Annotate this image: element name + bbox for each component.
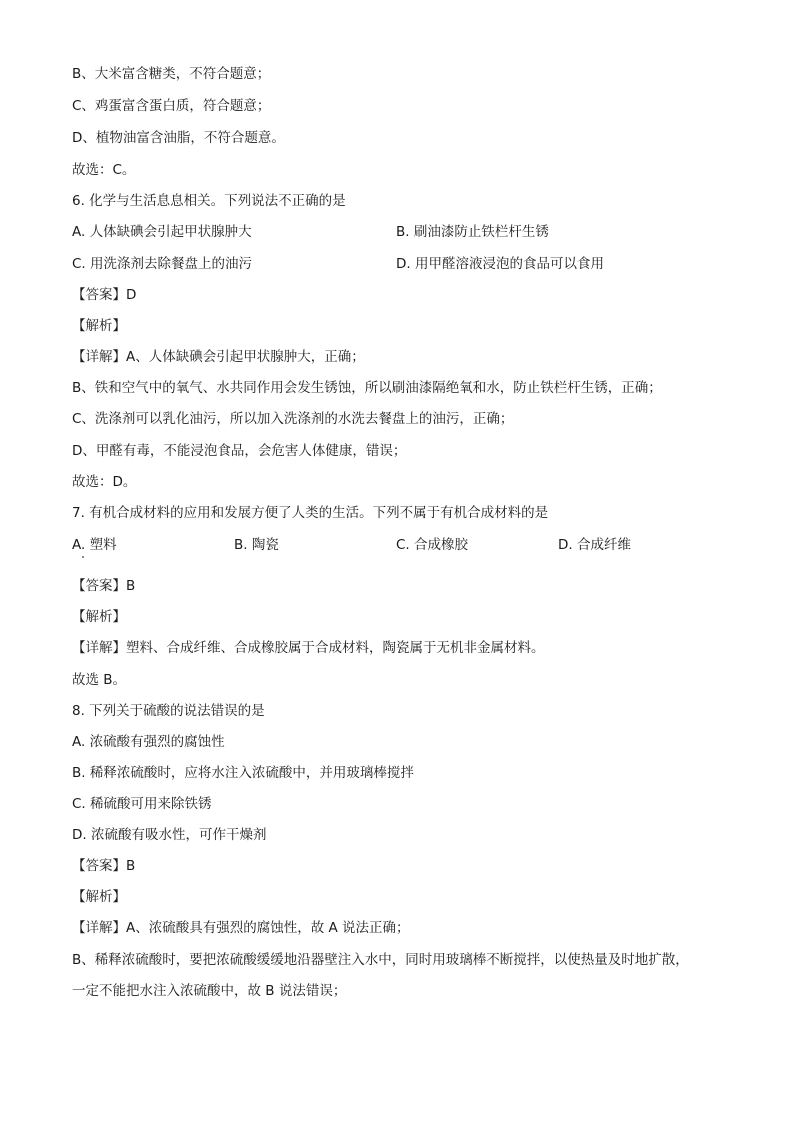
q7-answer: 【答案】B [72, 578, 136, 594]
q6-option-c: C. 用洗涤剂去除餐盘上的油污 [72, 256, 253, 272]
q6-option-a: A. 人体缺碘会引起甲状腺肿大 [72, 224, 252, 240]
q8-answer: 【答案】B [72, 858, 136, 874]
q8-detail-line: 一定不能把水注入浓硫酸中，故 B 说法错误； [72, 983, 347, 999]
q6-stem: 6. 化学与生活息息相关。下列说法不正确的是 [72, 193, 346, 209]
q8-option-c: C. 稀硫酸可用来除铁锈 [72, 796, 212, 812]
q8-stem: 8. 下列关于硫酸的说法错误的是 [72, 703, 265, 719]
prev-option-d-explanation: D、植物油富含油脂，不符合题意。 [72, 130, 285, 146]
q7-stem: 7. 有机合成材料的应用和发展方便了人类的生活。下列不属于有机合成材料的是 [72, 505, 549, 521]
q7-option-c: C. 合成橡胶 [396, 537, 469, 553]
q6-detail-line: 【详解】A、人体缺碘会引起甲状腺肿大，正确； [72, 349, 365, 365]
q7-analysis-heading: 【解析】 [72, 609, 126, 625]
q6-analysis-heading: 【解析】 [72, 318, 126, 334]
q6-answer: 【答案】D [72, 287, 137, 303]
q7-detail-line: 【详解】塑料、合成纤维、合成橡胶属于合成材料，陶瓷属于无机非金属材料。 [72, 640, 545, 656]
q8-detail-line: B、稀释浓硫酸时，要把浓硫酸缓缓地沿器壁注入水中，同时用玻璃棒不断搅拌，以使热量及时地扩散， [72, 952, 689, 968]
q7-option-b: B. 陶瓷 [234, 537, 279, 553]
q6-choice: 故选：D。 [72, 474, 137, 490]
q8-analysis-heading: 【解析】 [72, 889, 126, 905]
q6-option-d: D. 用甲醛溶液浸泡的食品可以食用 [396, 256, 604, 272]
q8-option-a: A. 浓硫酸有强烈的腐蚀性 [72, 734, 225, 750]
q7-option-d: D. 合成纤维 [558, 537, 631, 553]
q7-option-a: A. 塑料 [72, 537, 117, 553]
q6-option-b: B. 刷油漆防止铁栏杆生锈 [396, 224, 549, 240]
q8-option-b: B. 稀释浓硫酸时，应将水注入浓硫酸中，并用玻璃棒搅拌 [72, 765, 414, 781]
prev-choice: 故选：C。 [72, 162, 136, 178]
q8-option-d: D. 浓硫酸有吸水性，可作干燥剂 [72, 827, 267, 843]
q6-detail-line: D、甲醛有毒，不能浸泡食品，会危害人体健康，错误； [72, 443, 407, 459]
stray-mark [82, 556, 84, 558]
q8-detail-line: 【详解】A、浓硫酸具有强烈的腐蚀性，故 A 说法正确； [72, 920, 410, 936]
q6-detail-line: C、洗涤剂可以乳化油污，所以加入洗涤剂的水洗去餐盘上的油污，正确； [72, 411, 514, 427]
q6-detail-line: B、铁和空气中的氧气、水共同作用会发生锈蚀，所以刷油漆隔绝氧和水，防止铁栏杆生锈，正确； [72, 380, 662, 396]
prev-option-c-explanation: C、鸡蛋富含蛋白质，符合题意； [72, 98, 271, 114]
q7-choice: 故选 B。 [72, 672, 127, 688]
prev-option-b-explanation: B、大米富含糖类，不符合题意； [72, 66, 271, 82]
